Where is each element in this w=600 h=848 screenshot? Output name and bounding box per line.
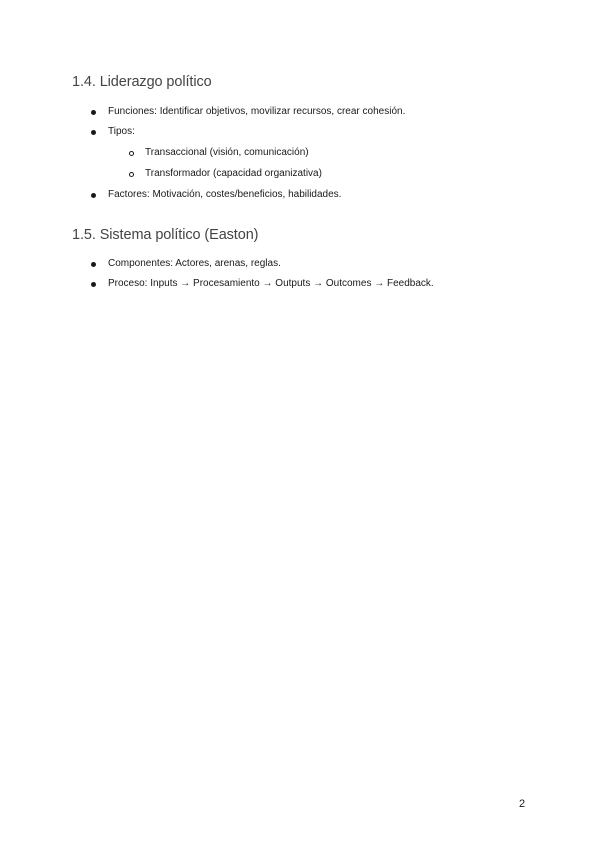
section-heading-liderazgo: 1.4. Liderazgo político [72,74,212,90]
list-item-text: Factores: Motivación, costes/beneficios, habilidades. [108,189,342,200]
hollow-bullet-icon [129,172,134,177]
bullet-icon [91,262,96,267]
bullet-icon [91,282,96,287]
list-item-funciones [108,106,405,118]
bullet-icon [91,110,96,115]
section-heading-sistema-politico: 1.5. Sistema político (Easton) [72,227,259,243]
list-item-text: Componentes: Actores, arenas, reglas. [108,258,281,269]
hollow-bullet-icon [129,151,134,156]
list-item-tipos [108,126,135,138]
list-item-text: Tipos: [108,126,135,137]
page-number: 2 [519,798,526,810]
list-item-proceso [108,278,434,290]
list-item-text: Funciones: Identificar objetivos, movilizar recursos, crear cohesión. [108,106,406,117]
sublist-item-transaccional [145,147,309,159]
bullet-icon [91,130,96,135]
list-item-factores [108,189,341,201]
sublist-item-text: Transaccional (visión, comunicación) [145,147,309,158]
sublist-item-text: Transformador (capacidad organizativa) [145,168,322,179]
list-item-componentes [108,258,281,270]
bullet-icon [91,193,96,198]
list-item-text: Proceso: Inputs → Procesamiento → Outputs → Outcomes → Feedback. [108,278,434,289]
sublist-item-transformador [145,168,322,180]
